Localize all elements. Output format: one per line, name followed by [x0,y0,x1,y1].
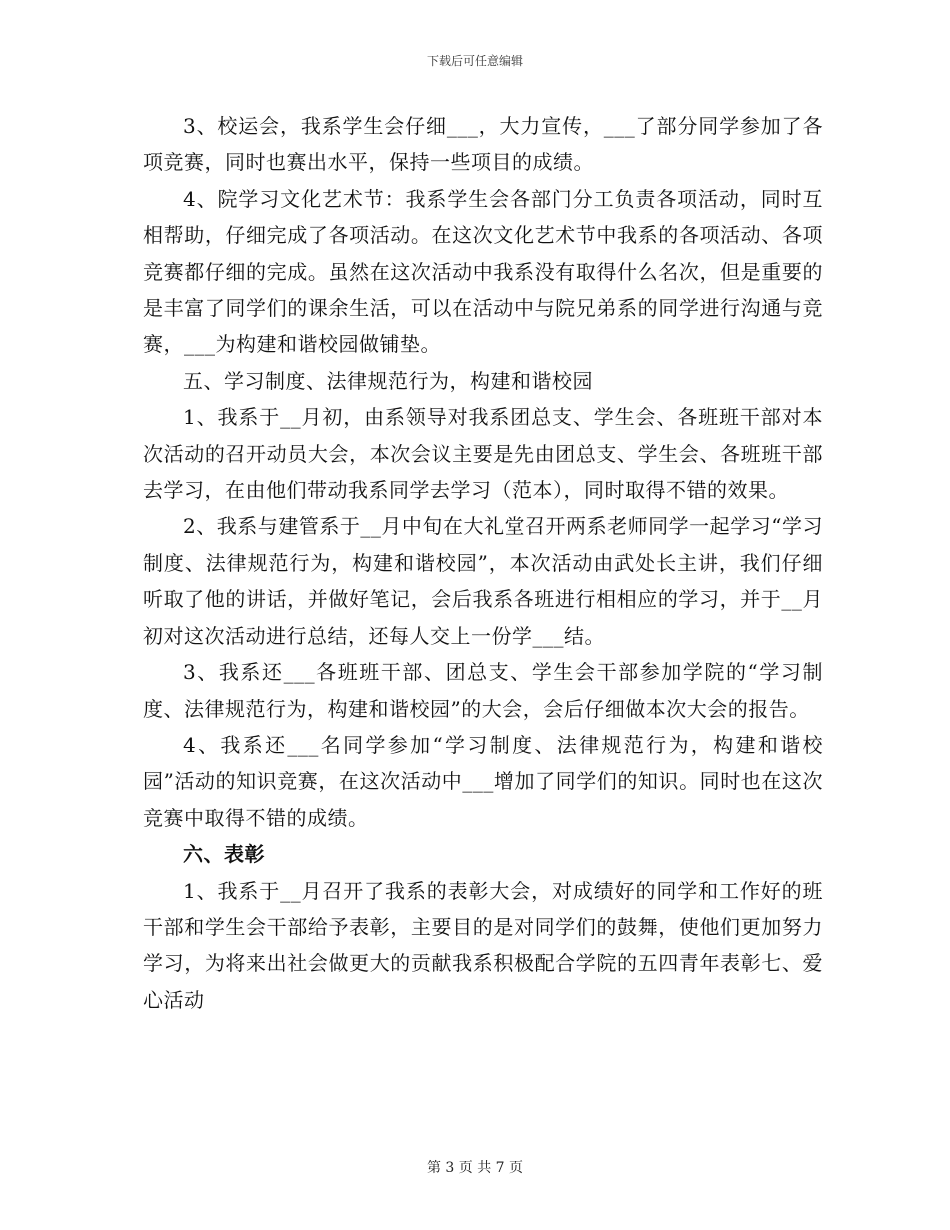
paragraph-mobilization-meeting: 1、我系于__月初，由系领导对我系团总支、学生会、各班班干部对本次活动的召开动员大会，本次会议主要是先由团总支、学生会、各班班干部去学习，在由他们带动我系同学去学习（范本），同时取得不错的效果。 [143,405,823,503]
paragraph-sports-meet: 3、校运会，我系学生会仔细___，大力宣传，___了部分同学参加了各项竞赛，同时也赛出水平，保持一些项目的成绩。 [143,114,823,175]
paragraph-commendation: 1、我系于__月召开了我系的表彰大会，对成绩好的同学和工作好的班干部和学生会干部给予表彰，主要目的是对同学们的鼓舞，使他们更加努力学习，为将来出社会做更大的贡献我系积极配合学院的五四青年表彰七、爱心活动 [143,878,823,1012]
section-heading-five: 五、学习制度、法律规范行为，构建和谐校园 [183,368,593,393]
document-body [143,108,823,1018]
paragraph-college-meeting: 3、我系还___各班班干部、团总支、学生会干部参加学院的“学习制度、法律规范行为，构建和谐校园”的大会，会后仔细做本次大会的报告。 [143,660,823,721]
paragraph-knowledge-contest: 4、我系还___名同学参加“学习制度、法律规范行为，构建和谐校园”活动的知识竞赛，在这次活动中___增加了同学们的知识。同时也在这次竞赛中取得不错的成绩。 [143,732,823,830]
page-footer: 第 3 页 共 7 页 [426,1160,524,1176]
paragraph-culture-festival: 4、院学习文化艺术节：我系学生会各部门分工负责各项活动，同时互相帮助，仔细完成了各项活动。在这次文化艺术节中我系的各项活动、各项竞赛都仔细的完成。虽然在这次活动中我系没有取得什么名次，但是重要的是丰富了同学们的课余生活，可以在活动中与院兄弟系的同学进行沟通与竞赛，___为构建和谐校园做铺垫。 [143,186,823,357]
section-heading-six: 六、表彰 [183,842,265,867]
paragraph-joint-study: 2、我系与建管系于__月中旬在大礼堂召开两系老师同学一起学习“学习制度、法律规范行为，构建和谐校园”，本次活动由武处长主讲，我们仔细听取了他的讲话，并做好笔记，会后我系各班进行相相应的学习，并于__月初对这次活动进行总结，还每人交上一份学___结。 [143,514,823,648]
page-header: 下载后可任意编辑 [426,54,523,68]
